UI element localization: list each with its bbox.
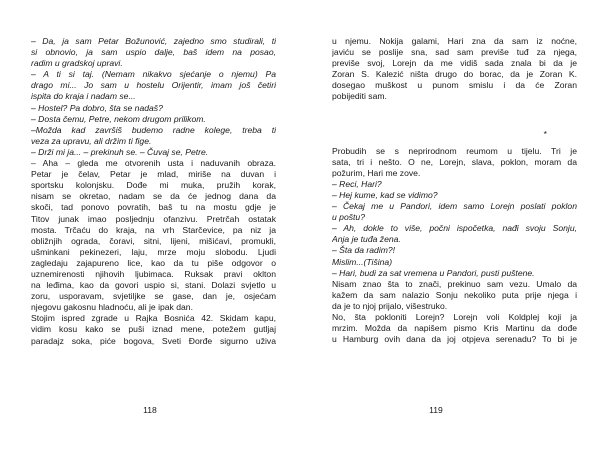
text-line: ispita do kraja i nadam se...: [31, 91, 136, 102]
text-line: sportsku kolonjsku. Dođe mi muka, pružih korak,: [31, 180, 276, 191]
text-line: –Možda kad završiš budemo radne kolege, treba ti: [31, 124, 276, 135]
text-line: obližnjih ograda, čoravi, sitni, lijeni, mišićavi, promukli,: [31, 235, 276, 246]
text-line: javiću se poslije sna, sad sam previše tuđ za njega,: [332, 47, 577, 58]
text-line: – Aha – gleda me otvorenih usta i naduvanih obraza.: [31, 158, 276, 169]
text-line: uznemirenosti njihovih ljubimaca. Ruksak pravi oklton: [31, 268, 276, 279]
text-line: da je to njoj prijalo, višestruko.: [332, 300, 448, 311]
text-line: – Dosta čemu, Petre, nekom drugom prilikom.: [31, 113, 206, 124]
text-line: – Hari, budi za sat vremena u Pandori, pusti puštene.: [332, 267, 535, 278]
text-line: mrzim. Možda da napišem pismo Kris Martinu da dođe: [332, 323, 577, 334]
text-line: Petar je čelav, Petar je mlad, miriše na duvan i: [31, 169, 276, 180]
text-line: si obnovio, ja sam uspio dalje, baš idem na posao,: [31, 47, 276, 58]
text-line: – Ah, dokle to više, počni ispočetka, nađi svoju Sonju,: [332, 223, 577, 234]
text-line: mosta. Trčaću do kraja, na vrh Starčevice, pa niz ja: [31, 224, 276, 235]
left-page-number: 118: [143, 405, 157, 415]
text-line: – Čekaj me u Pandori, idem samo Lorejn poslati poklon: [332, 201, 577, 212]
text-line: Probudih se s neprirodnom reumom u tijelu. Tri je: [332, 145, 577, 156]
text-line: kažem da sam nalazio Sonju nekoliko puta prije njega i: [332, 289, 577, 300]
text-line: drago mi... Jo sam u hostelu Orijentir, imam još četiri: [31, 80, 276, 91]
right-page-top-block: [332, 36, 577, 103]
text-line: požurim, Hari me zove.: [332, 167, 421, 178]
text-line: Stojim ispred zgrade u Rajka Bosnića 42. Skidam kapu,: [31, 313, 276, 324]
text-line: – Drži mi ja... – prekinuh se. – Čuvaj se, Petre.: [31, 146, 209, 157]
right-page-text: [332, 36, 577, 345]
section-gap: [332, 103, 577, 125]
text-line: u Hamburg ovih dana da joj otpjeva serenadu? To bi je: [332, 334, 577, 345]
text-line: paradajz soka, piće bogova, Sveti Đorđe sigurno uživa: [31, 335, 276, 346]
text-line: Mislim...(Tišina): [332, 256, 393, 267]
text-line: zagledaju zajapureno lice, kao da tu piše odgovor o: [31, 257, 276, 268]
text-line: – Hej kume, kad se vidimo?: [332, 189, 438, 200]
text-line: sata, tri i nešto. O ne, Lorejn, slava, poklon, moram da: [332, 156, 577, 167]
text-line: – Da, ja sam Petar Božunović, zajedno smo studirali, ti: [31, 36, 276, 46]
text-line: Anja je tuđa žena.: [332, 234, 401, 245]
text-line: vidim kosu kako se puši iznad mene, potežem gutljaj: [31, 324, 276, 335]
section-separator: *: [543, 128, 547, 139]
text-line: zoru, usporavam, svjetiljke se gase, dan je, osjećam: [31, 291, 276, 302]
text-line: u poštu?: [332, 212, 365, 223]
text-line: Zoran S. Kalezić ništa drugo do borac, da je Zoran K.: [332, 69, 577, 80]
text-line: – Šta da radim?!: [332, 245, 396, 256]
text-line: pobijediti sam.: [332, 91, 387, 102]
text-line: skoči, tad ponovo povratih, baš tu na mostu gdje je: [31, 202, 276, 213]
left-page-text: [31, 36, 276, 347]
text-line: ušminkani pekinezeri, laju, mrze moju slobodu. Ljudi: [31, 246, 276, 257]
text-line: nisam se okretao, nadam se da će jednog dana da: [31, 191, 276, 202]
text-line: – Hostel? Pa dobro, šta se nadaš?: [31, 102, 163, 113]
text-line: Titov junak imao posljednju ofanzivu. Pretrčah ostatak: [31, 213, 276, 224]
text-line: na leđima, kao da govori uspio si, stani. Dolazi svjetlo u: [31, 280, 276, 291]
text-line: previše svoj, Lorejn da me vidiš sada znala bi da je: [332, 58, 577, 69]
text-line: u njemu. Nokija galami, Hari zna da sam iz noćne,: [332, 36, 577, 46]
text-line: radim u gradskoj upravi.: [31, 58, 123, 69]
text-line: No, šta pokloniti Lorejn? Lorejn voli Koldplej koji ja: [332, 311, 577, 322]
text-line: dosegao muškost u punom smislu i da će Zoran: [332, 80, 577, 91]
right-page-bottom-block: [332, 146, 577, 346]
text-line: – Reci, Hari?: [332, 178, 382, 189]
text-line: njegovu gakosnu hladnoću, ali je ipak dan.: [31, 302, 193, 313]
text-line: veza za upravu, ali držim ti fige.: [31, 135, 152, 146]
right-page-number: 119: [429, 405, 443, 415]
text-line: Nisam znao šta to znači, prekinuo sam vezu. Umalo da: [332, 278, 577, 289]
text-line: – A ti si taj. (Nemam nikakvo sjećanje o njemu) Pa: [31, 69, 276, 80]
